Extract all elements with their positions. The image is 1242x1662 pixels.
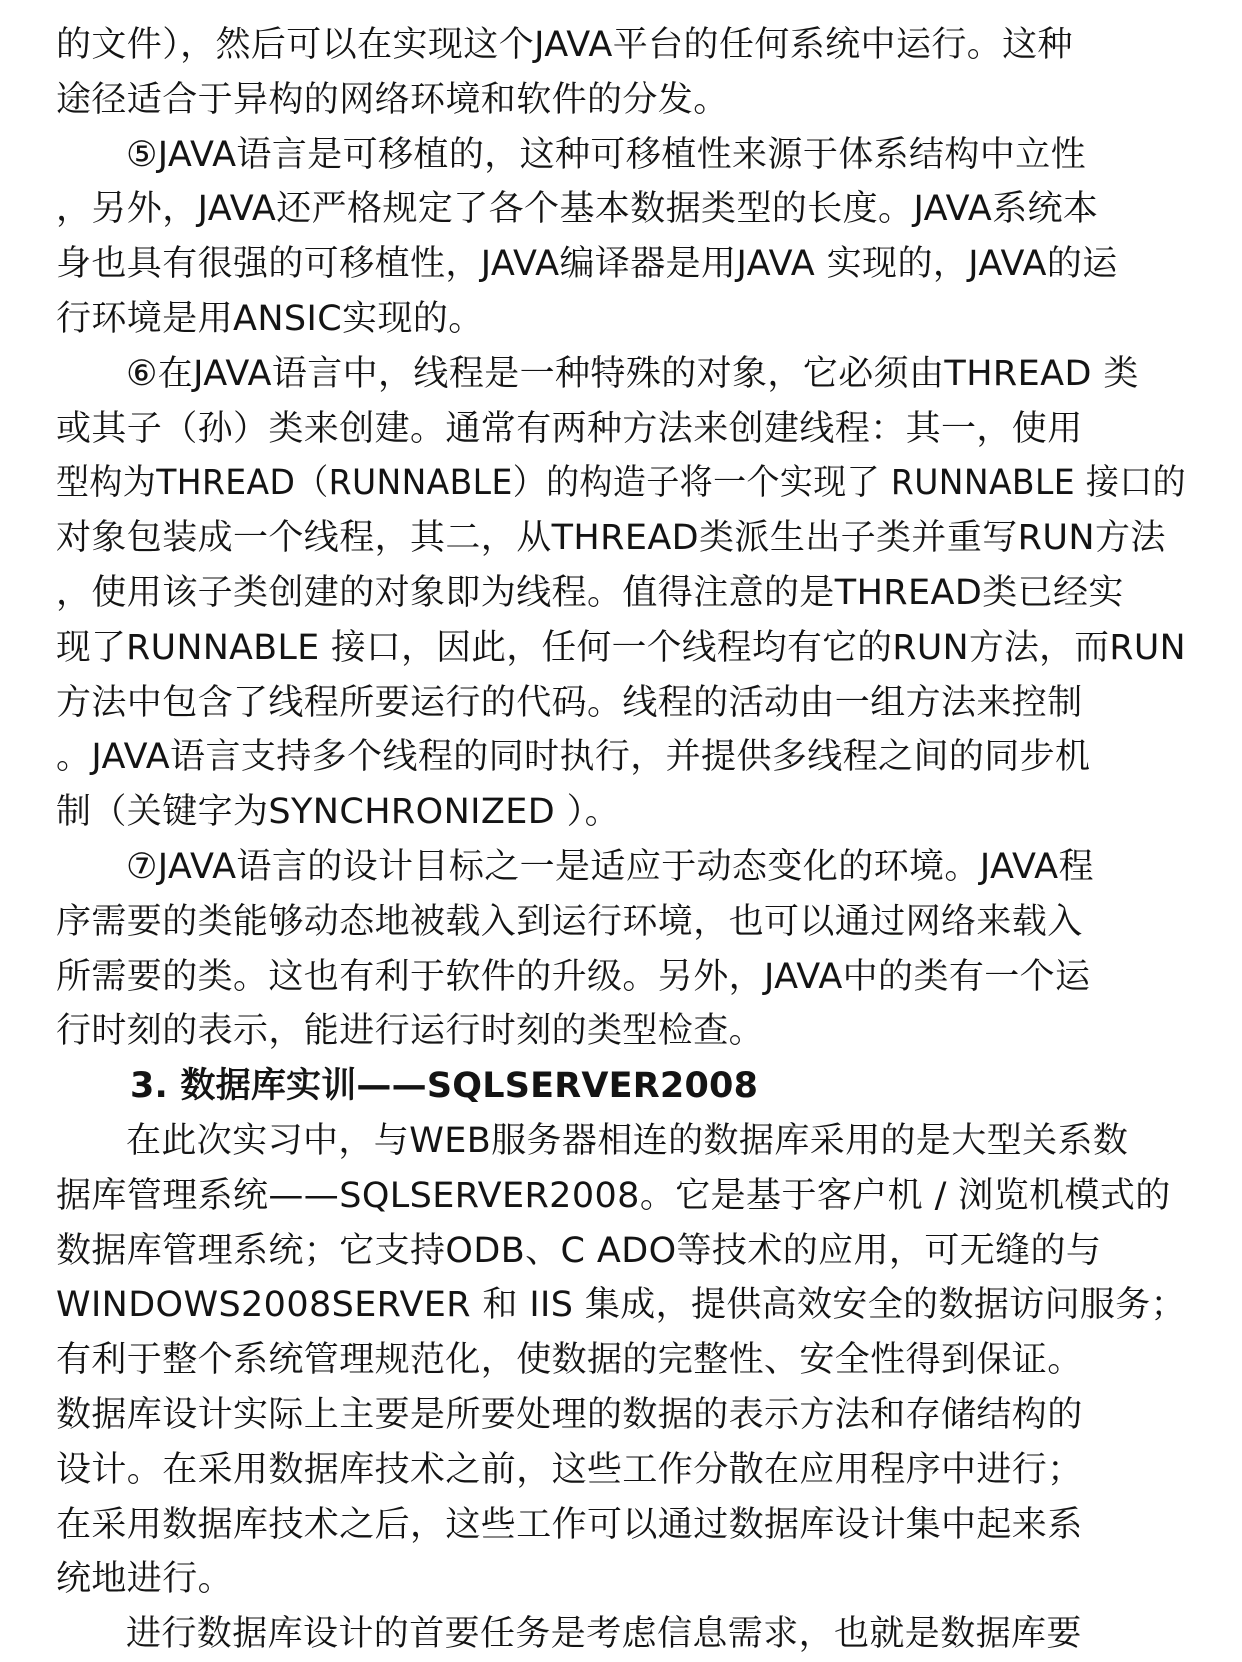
text-line: ，另外，JAVA还严格规定了各个基本数据类型的长度。JAVA系统本 (56, 189, 1099, 230)
text-line: 制（关键字为SYNCHRONIZED ）。 (56, 792, 620, 833)
text-line: 对象包装成一个线程，其二，从THREAD类派生出子类并重写RUN方法 (56, 518, 1166, 559)
text-line: ，使用该子类创建的对象即为线程。值得注意的是THREAD类已经实 (56, 572, 1124, 613)
section-heading: 3. 数据库实训——SQLSERVER2008 (130, 1066, 759, 1107)
text-line: 据库管理系统——SQLSERVER2008。它是基于客户机 / 浏览机模式的 (56, 1175, 1171, 1216)
text-line: 行时刻的表示，能进行运行时刻的类型检查。 (56, 1011, 765, 1052)
line-text: 现了RUNNABLE 接口，因此，任何一个线程均有它的RUN方法，而RUN (56, 627, 1186, 668)
text-line: 或其子（孙）类来创建。通常有两种方法来创建线程：其一，使用 (56, 408, 1083, 449)
text-line: ⑤JAVA语言是可移植的，这种可移植性来源于体系结构中立性 (126, 134, 1087, 175)
text-line: 行环境是用ANSIC实现的。 (56, 298, 484, 339)
text-line: 进行数据库设计的首要任务是考虑信息需求，也就是数据库要 (126, 1614, 1082, 1655)
text-line: 途径适合于异构的网络环境和软件的分发。 (56, 79, 729, 120)
body-text (56, 18, 1186, 1662)
text-line: 统地进行。 (56, 1559, 234, 1600)
text-line: 。JAVA语言支持多个线程的同时执行，并提供多线程之间的同步机 (56, 737, 1091, 778)
text-line: 数据库管理系统；它支持ODB、C ADO等技术的应用，可无缝的与 (56, 1230, 1102, 1271)
text-line (56, 456, 1186, 511)
line-text: 型构为THREAD（RUNNABLE）的构造子将一个实现了 RUNNABLE 接口的 (56, 463, 1187, 504)
text-line (56, 621, 1186, 676)
text-line (56, 1278, 1186, 1333)
text-line: 所需要的类。这也有利于软件的升级。另外，JAVA中的类有一个运 (56, 956, 1091, 997)
text-line: 设计。在采用数据库技术之前，这些工作分散在应用程序中进行； (56, 1449, 1083, 1490)
line-text: WINDOWS2008SERVER 和 IIS 集成，提供高效安全的数据访问服务； (56, 1285, 1187, 1326)
text-line: 方法中包含了线程所要运行的代码。线程的活动由一组方法来控制 (56, 682, 1083, 723)
text-line: 序需要的类能够动态地被载入到运行环境，也可以通过网络来载入 (56, 901, 1083, 942)
text-line: ⑥在JAVA语言中，线程是一种特殊的对象，它必须由THREAD 类 (126, 353, 1139, 394)
text-line: 的文件），然后可以在实现这个JAVA平台的任何系统中运行。这种 (56, 25, 1073, 65)
text-line: 有利于整个系统管理规范化，使数据的完整性、安全性得到保证。 (56, 1340, 1083, 1381)
text-line: 在此次实习中，与WEB服务器相连的数据库采用的是大型关系数 (126, 1120, 1129, 1161)
text-line: 数据库设计实际上主要是所要处理的数据的表示方法和存储结构的 (56, 1394, 1083, 1435)
text-line: 身也具有很强的可移植性，JAVA编译器是用JAVA 实现的，JAVA的运 (56, 244, 1118, 285)
text-line: 在采用数据库技术之后，这些工作可以通过数据库设计集中起来系 (56, 1504, 1083, 1545)
text-line: ⑦JAVA语言的设计目标之一是适应于动态变化的环境。JAVA程 (126, 846, 1094, 887)
